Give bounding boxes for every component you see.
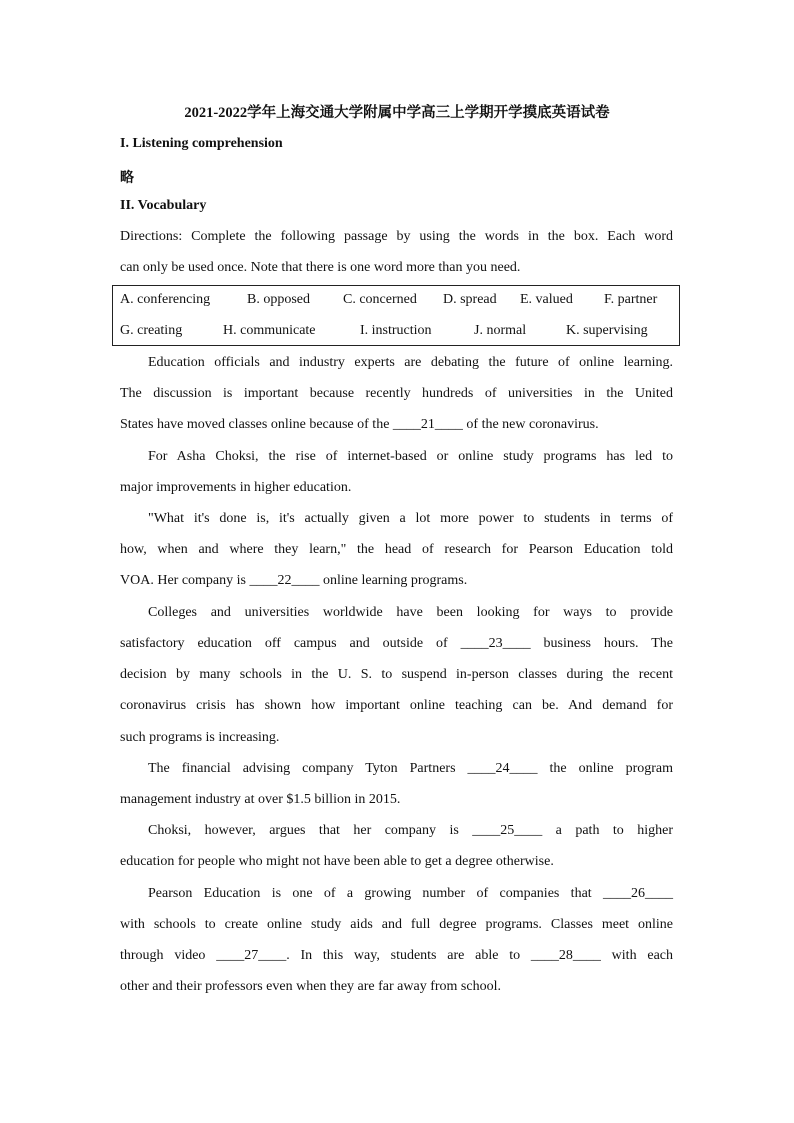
word-option: J. normal — [474, 323, 527, 338]
passage-line: such programs is increasing. — [120, 730, 280, 745]
word-option: H. communicate — [223, 323, 316, 338]
passage-line: coronavirus crisis has shown how important online teaching can be. And demand for — [120, 698, 673, 713]
passage-line: education for people who might not have been able to get a degree otherwise. — [120, 854, 554, 869]
directions-line: can only be used once. Note that there is one word more than you need. — [120, 260, 521, 275]
passage-line: management industry at over $1.5 billion in 2015. — [120, 792, 401, 807]
passage-line: The financial advising company Tyton Partners ____24____ the online program — [148, 761, 673, 776]
passage-line: satisfactory education off campus and outside of ____23____ business hours. The — [120, 636, 673, 651]
word-option: G. creating — [120, 323, 183, 338]
word-option: E. valued — [520, 292, 573, 307]
word-option: D. spread — [443, 292, 497, 307]
passage-line: States have moved classes online because of the ____21____ of the new coronavirus. — [120, 417, 599, 432]
passage-line: how, when and where they learn," the head of research for Pearson Education told — [120, 542, 673, 557]
passage-line: Colleges and universities worldwide have been looking for ways to provide — [148, 605, 673, 620]
word-option: A. conferencing — [120, 292, 211, 307]
word-option: B. opposed — [247, 292, 310, 307]
passage-line: VOA. Her company is ____22____ online learning programs. — [120, 573, 468, 588]
word-box — [112, 285, 680, 346]
word-option: C. concerned — [343, 292, 417, 307]
word-option: K. supervising — [566, 323, 648, 338]
page-title: 2021-2022学年上海交通大学附属中学高三上学期开学摸底英语试卷 — [184, 105, 610, 121]
passage-line: Pearson Education is one of a growing number of companies that ____26____ — [148, 886, 673, 901]
passage-line: with schools to create online study aids and full degree programs. Classes meet online — [120, 917, 673, 932]
passage-line: "What it's done is, it's actually given a lot more power to students in terms of — [148, 511, 673, 526]
passage-line: major improvements in higher education. — [120, 480, 352, 495]
word-option: F. partner — [604, 292, 658, 307]
passage-line: other and their professors even when they are far away from school. — [120, 979, 501, 994]
directions-line: Directions: Complete the following passage by using the words in the box. Each word — [120, 229, 673, 244]
passage-line: Education officials and industry experts are debating the future of online learning. — [148, 355, 673, 370]
passage-line: decision by many schools in the U. S. to suspend in-person classes during the recent — [120, 667, 673, 682]
section-1-note: 略 — [120, 171, 134, 186]
passage-line: through video ____27____. In this way, students are able to ____28____ with each — [120, 948, 673, 963]
section-1-heading: I. Listening comprehension — [120, 136, 283, 151]
word-option: I. instruction — [360, 323, 432, 338]
passage-line: Choksi, however, argues that her company is ____25____ a path to higher — [148, 823, 673, 838]
passage-line: The discussion is important because recently hundreds of universities in the United — [120, 386, 673, 401]
section-2-heading: II. Vocabulary — [120, 198, 207, 213]
passage-line: For Asha Choksi, the rise of internet-based or online study programs has led to — [148, 449, 673, 464]
